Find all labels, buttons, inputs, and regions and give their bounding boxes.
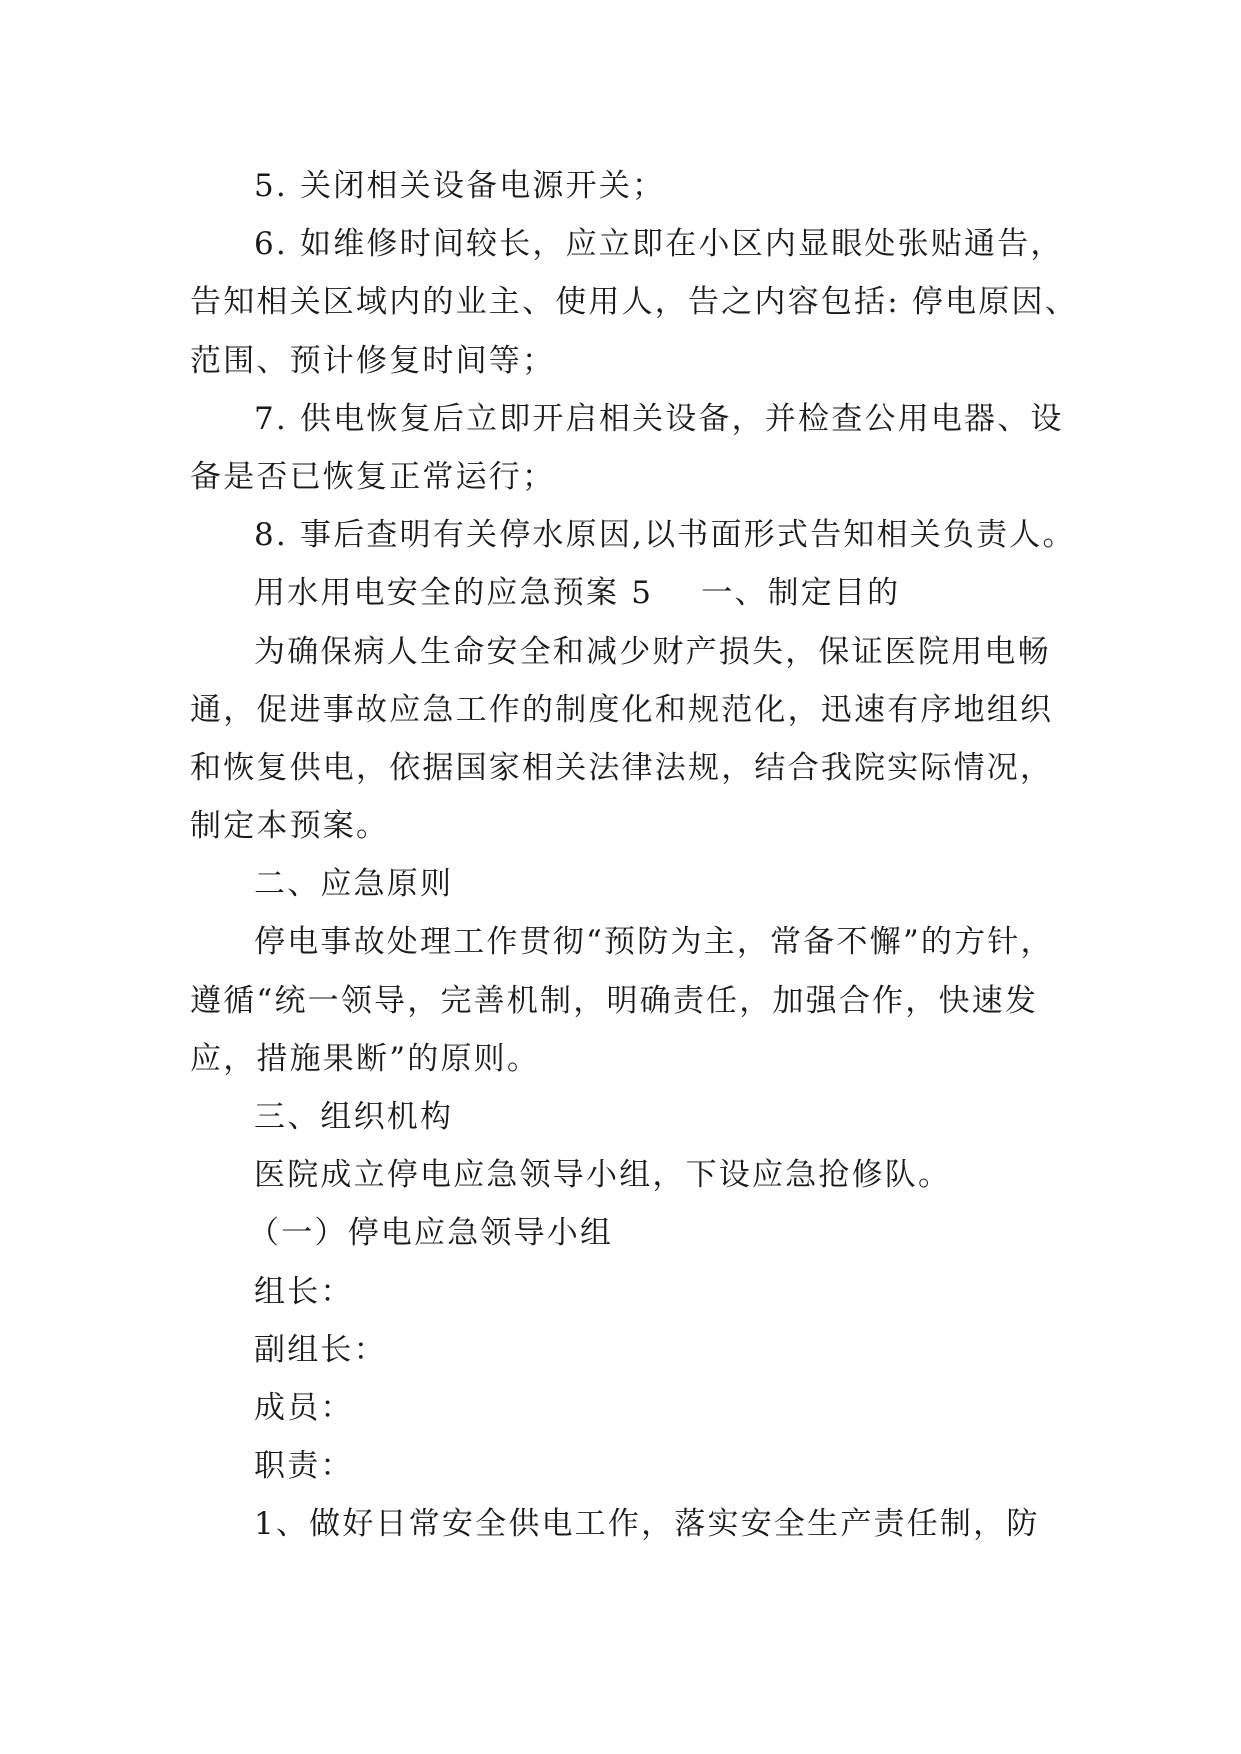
- paragraph-line: 告知相关区域内的业主、使用人，告之内容包括: 停电原因、: [190, 284, 1078, 321]
- paragraph-line: 8. 事后查明有关停水原因,以书面形式告知相关负责人。: [254, 517, 1076, 554]
- subsection-heading: （一）停电应急领导小组: [248, 1215, 614, 1252]
- section-heading: 三、组织机构: [254, 1099, 454, 1135]
- paragraph-line: 5. 关闭相关设备电源开关；: [254, 168, 666, 204]
- section-title-row: [190, 564, 1070, 622]
- paragraph-line: 通，促进事故应急工作的制度化和规范化，迅速有序地组织: [190, 691, 1054, 728]
- paragraph-line: 7. 供电恢复后立即开启相关设备，并检查公用电器、设: [254, 400, 1064, 437]
- document-title: 用水用电安全的应急预案 5: [254, 575, 654, 612]
- paragraph-line: 停电事故处理工作贯彻“预防为主，常备不懈”的方针，: [254, 924, 1054, 961]
- paragraph-line: 备是否已恢复正常运行；: [190, 458, 556, 495]
- paragraph-line: 6. 如维修时间较长，应立即在小区内显眼处张贴通告，: [254, 226, 1064, 263]
- paragraph-line: 遵循“统一领导，完善机制，明确责任，加强合作，快速发: [190, 982, 1039, 1019]
- paragraph-line: 应，措施果断”的原则。: [190, 1040, 541, 1077]
- field-label-duties: 职责：: [254, 1448, 354, 1485]
- paragraph-line: 制定本预案。: [190, 808, 390, 845]
- paragraph-line: 和恢复供电，依据国家相关法律法规，结合我院实际情况，: [190, 749, 1054, 786]
- section-heading: 二、应急原则: [254, 866, 454, 903]
- paragraph-line: 为确保病人生命安全和减少财产损失，保证医院用电畅: [254, 633, 1051, 670]
- document-body: [190, 157, 1078, 1554]
- paragraph-line: 1、做好日常安全供电工作，落实安全生产责任制，防: [254, 1506, 1040, 1543]
- paragraph-line: 范围、预计修复时间等；: [190, 342, 556, 379]
- section-heading: 一、制定目的: [701, 575, 901, 612]
- field-label-leader: 组长：: [254, 1273, 354, 1310]
- field-label-members: 成员：: [254, 1389, 354, 1426]
- paragraph-line: 医院成立停电应急领导小组，下设应急抢修队。: [254, 1157, 952, 1194]
- field-label-deputy-leader: 副组长：: [254, 1331, 387, 1368]
